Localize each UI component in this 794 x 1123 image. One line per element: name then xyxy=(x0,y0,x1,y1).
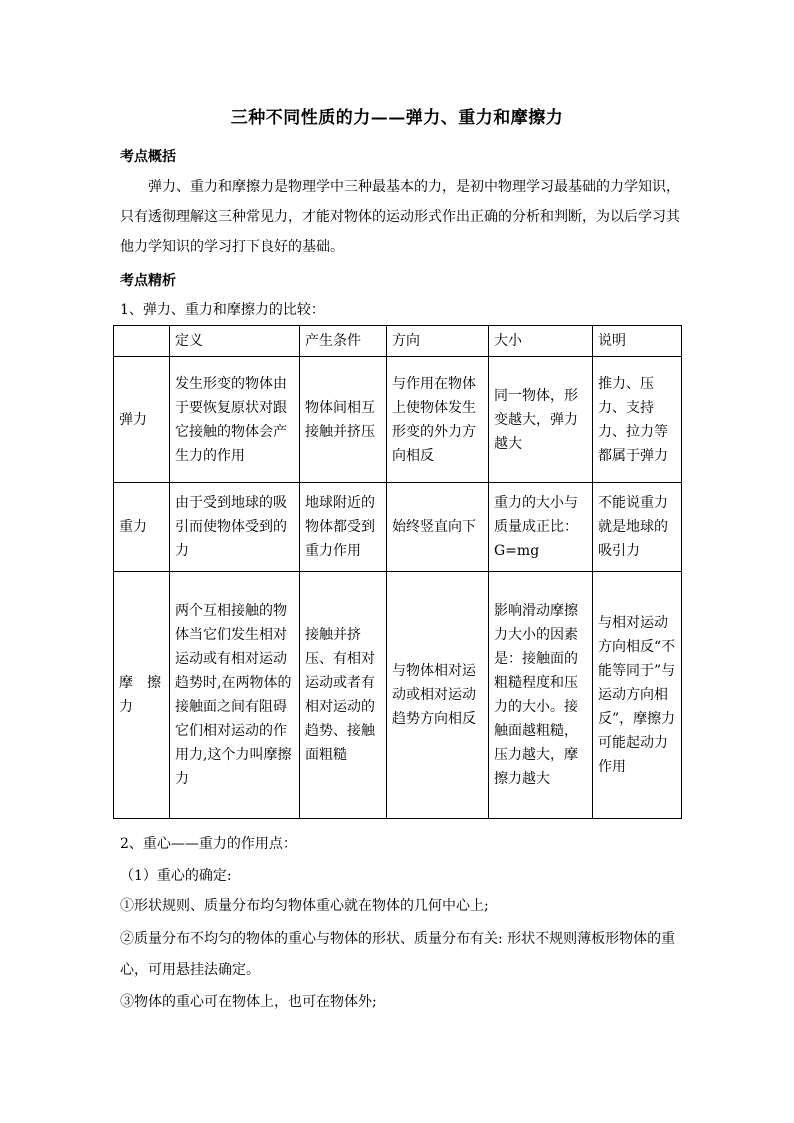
table-header-row xyxy=(114,326,682,357)
table-cell: 发生形变的物体由于要恢复原状对跟它接触的物体会产生力的作用 xyxy=(170,357,300,483)
point-2-line-1: ②质量分布不均匀的物体的重心与物体的形状、质量分布有关: 形状不规则薄板形物体的重 xyxy=(120,931,676,947)
table-cell: 两个互相接触的物体当它们发生相对运动或有相对运动趋势时,在两物体的接触面之间有阻碍它们相对运动的作用力,这个力叫摩擦力 xyxy=(170,572,300,819)
table-cell: 物体间相互接触并挤压 xyxy=(300,357,387,483)
table-cell: 推力、压力、支持力、拉力等都属于弹力 xyxy=(593,357,682,483)
sub-item-1-label: （1）重心的确定: xyxy=(120,868,232,884)
table-cell: 与作用在物体上使物体发生形变的外力方向相反 xyxy=(387,357,489,483)
table-cell: 接触并挤压、有相对运动或者有相对运动的趋势、接触面粗糙 xyxy=(300,572,387,819)
overview-paragraph: 弹力、重力和摩擦力是物理学中三种最基本的力，是初中物理学习最基础的力学知识，只有透彻理解这三种常见力，才能对物体的运动形式作出正确的分析和判断，为以后学习其他力学知识的学习打下良好的基础。 xyxy=(120,179,680,255)
point-1: ①形状规则、质量分布均匀物体重心就在物体的几何中心上; xyxy=(120,898,489,914)
item-2-label: 2、重心——重力的作用点： xyxy=(120,836,297,852)
header-cell: 大小 xyxy=(489,326,593,357)
table-row xyxy=(114,357,682,483)
row-label-cell: 弹力 xyxy=(114,357,170,483)
table-row xyxy=(114,483,682,572)
section-heading-analysis: 考点精析 xyxy=(120,273,176,289)
table-cell: 与相对运动方向相反“不能等同于”与运动方向相反”，摩擦力可能起动力作用 xyxy=(593,572,682,819)
row-label-cell: 摩 擦力 xyxy=(114,572,170,819)
table-cell: 同一物体，形变越大，弹力越大 xyxy=(489,357,593,483)
table-cell: 由于受到地球的吸引而使物体受到的力 xyxy=(170,483,300,572)
point-3: ③物体的重心可在物体上，也可在物体外; xyxy=(120,994,377,1010)
table-cell: 影响滑动摩擦力大小的因素是：接触面的粗糙程度和压力的大小。接触面越粗糙，压力越大，摩擦力越大 xyxy=(489,572,593,819)
point-2-line-2: 心，可用悬挂法确定。 xyxy=(120,962,260,978)
table-cell: 与物体相对运动或相对运动趋势方向相反 xyxy=(387,572,489,819)
table-row xyxy=(114,572,682,819)
header-cell: 定义 xyxy=(170,326,300,357)
document-title: 三种不同性质的力——弹力、重力和摩擦力 xyxy=(230,108,564,128)
table-cell: 重力的大小与质量成正比：G=mg xyxy=(489,483,593,572)
section-heading-overview: 考点概括 xyxy=(120,149,176,165)
item-1-label: 1、弹力、重力和摩擦力的比较： xyxy=(120,302,325,318)
header-cell: 说明 xyxy=(593,326,682,357)
row-label-cell: 重力 xyxy=(114,483,170,572)
table-cell: 始终竖直向下 xyxy=(387,483,489,572)
header-cell xyxy=(114,326,170,357)
header-cell: 方向 xyxy=(387,326,489,357)
table-cell: 地球附近的物体都受到重力作用 xyxy=(300,483,387,572)
header-cell: 产生条件 xyxy=(300,326,387,357)
comparison-table xyxy=(113,325,682,819)
table-cell: 不能说重力就是地球的吸引力 xyxy=(593,483,682,572)
